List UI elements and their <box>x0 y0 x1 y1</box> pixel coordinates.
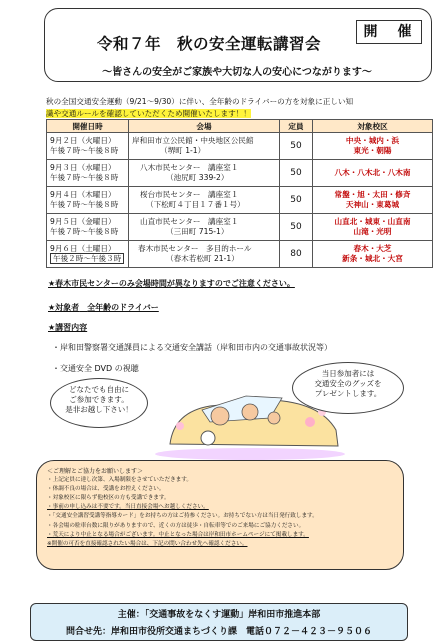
col-header-date: 開催日時 <box>47 120 129 133</box>
table-row <box>47 241 433 268</box>
col-header-venue: 会場 <box>129 120 280 133</box>
intro-line-2: 識や交通ルールを確認していただくため開催いたします！！ <box>46 109 251 118</box>
cell-venue <box>129 214 280 241</box>
school-line-1: 中央・城内・浜 <box>345 136 400 145</box>
cell-capacity: 50 <box>280 160 313 187</box>
venue-address: （春木若松町 21-1） <box>166 254 239 263</box>
cell-venue <box>129 241 280 268</box>
contents-item-lecture: ・岸和田警察署交通課員による交通安全講話（岸和田市内の交通事故状況等） <box>52 343 332 352</box>
venue-address: （三田町 715-1） <box>166 227 229 236</box>
cell-school <box>313 160 433 187</box>
cell-capacity: 50 <box>280 133 313 160</box>
note-item <box>47 503 393 512</box>
target-value: 全年齢のドライバー <box>87 303 159 312</box>
schedule-table <box>46 119 433 268</box>
cell-school <box>313 133 433 160</box>
page-subtitle: ～皆さんの安全がご家族や大切な人の安心につながります～ <box>102 67 372 78</box>
cell-time-boxed <box>50 254 125 264</box>
cell-date: 9月６日（土曜日） <box>50 244 116 253</box>
venue-address: （堺町 1-1） <box>160 146 206 155</box>
col-header-school: 対象校区 <box>313 120 433 133</box>
cell-date: 9月５日（金曜日） <box>50 217 116 226</box>
venue-time-notice <box>48 278 295 289</box>
bubble-right-line-1: 当日参加者には <box>321 369 375 378</box>
cell-venue <box>129 133 280 160</box>
school-line-1: 八木・八木北・八木南 <box>334 168 411 177</box>
col-header-capacity: 定員 <box>280 120 313 133</box>
venue-name: 桜台市民センター 講座室１ <box>140 190 239 199</box>
cell-time: 午後７時～午後８時 <box>50 173 119 182</box>
flower-icon <box>176 422 184 430</box>
steering-wheel <box>201 431 215 445</box>
cell-school <box>313 241 433 268</box>
table-header-row <box>47 120 433 133</box>
contents-heading <box>48 322 87 333</box>
table-row <box>47 214 433 241</box>
cell-datetime <box>47 214 129 241</box>
target-label: ★対象者 <box>48 303 80 312</box>
table-row <box>47 187 433 214</box>
note-item: ・各会場の駐車台数に限りがありますので、近くの方は徒歩・自転車等でのご来場にご協力ください。 <box>47 522 305 529</box>
venue-address: （池尻町 339-2） <box>166 173 229 182</box>
ground-shadow <box>155 448 345 460</box>
note-item: ・「交通安全講習受講等指導カード」をお持ちの方はご持参ください。お持ちでない方は当日発行致します。 <box>47 513 318 520</box>
cell-capacity: 50 <box>280 187 313 214</box>
cell-school <box>313 187 433 214</box>
bubble-right-line-2: 交通安全のグッズを <box>314 379 382 388</box>
venue-name: 八木市民センター 講座室１ <box>140 163 239 172</box>
note-item-text: ・荒天により中止となる場合がございます。中止となった場合は岸和田市ホームページにて掲載します。 <box>47 531 309 538</box>
bubble-left-line-3: 是非お越し下さい！ <box>65 405 133 414</box>
cell-date: 9月４日（木曜日） <box>50 190 116 199</box>
school-line-2: 天神山・東葛城 <box>345 200 400 209</box>
note-item <box>47 540 393 549</box>
cell-datetime <box>47 133 129 160</box>
contents-heading-text: ★講習内容 <box>48 323 88 332</box>
intro-text <box>46 96 432 120</box>
cell-school <box>313 214 433 241</box>
notes-box <box>36 460 404 570</box>
venue-name: 山直市民センター 講座室１ <box>140 217 239 226</box>
table-row <box>47 160 433 187</box>
note-item: ・体調不良の場合は、受講をお控えください。 <box>47 486 165 493</box>
school-line-2: 新条・城北・大宮 <box>342 254 403 263</box>
free-entry-bubble <box>50 378 148 428</box>
note-item: ・対象校区に限らず他校区の方も受講できます。 <box>47 495 170 502</box>
notes-heading: ＜ご理解とご協力をお願いします＞ <box>47 468 144 475</box>
bubble-right-line-3: プレゼントします。 <box>314 389 382 398</box>
cell-date: 9月３日（水曜日） <box>50 163 116 172</box>
page-title: 令和７年 秋の安全運転講習会 <box>96 35 321 53</box>
school-line-1: 常盤・旭・太田・修斉 <box>334 190 411 199</box>
driver-face <box>211 407 229 425</box>
cell-capacity: 80 <box>280 241 313 268</box>
cell-venue <box>129 160 280 187</box>
venue-name: 春木市民センター 多目的ホール <box>138 244 252 253</box>
cell-date: 9月２日（火曜日） <box>50 136 116 145</box>
note-item <box>47 531 393 540</box>
gift-bubble <box>292 362 404 414</box>
table-row <box>47 133 433 160</box>
target-audience <box>48 302 159 313</box>
contents-item-dvd: ・交通安全 DVD の視聴 <box>52 364 139 373</box>
school-line-1: 山直北・城東・山直南 <box>334 217 411 226</box>
venue-name: 岸和田市立公民館・中央地区公民館 <box>132 136 254 145</box>
cell-datetime <box>47 241 129 268</box>
cell-venue <box>129 187 280 214</box>
note-item: ・上記定員に達し次第、入場制限をさせていただきます。 <box>47 477 192 484</box>
venue-time-notice-text: ★春木市民センターのみ会場時間が異なりますのでご注意ください。 <box>48 279 295 288</box>
cell-time: 午後７時～午後８時 <box>50 146 119 155</box>
note-item-text: ※開催の可否を直接確認されたい場合は、下記の問い合わせ先へ確認ください。 <box>47 540 248 547</box>
cell-datetime <box>47 187 129 214</box>
child-face <box>268 412 280 424</box>
kaisai-badge: 開 催 <box>356 20 422 44</box>
venue-address: （下松町４丁目１７番１号） <box>146 200 245 209</box>
cell-time: 午後７時～午後８時 <box>50 227 119 236</box>
note-item-text: ・事前の申し込みは不要です。当日直接会場へお越しください。 <box>47 504 209 511</box>
intro-line-1: 秋の全国交通安全運動（9/21～9/30）に伴い、全年齢のドライバーの方を対象に正しい知 <box>46 97 354 106</box>
passenger-face <box>242 404 258 420</box>
cell-capacity: 50 <box>280 214 313 241</box>
cell-time: 午後２時～午後３時 <box>50 253 124 264</box>
bubble-left-line-1: どなたでも自由に <box>69 385 129 394</box>
school-line-1: 春木・大芝 <box>353 244 392 253</box>
cell-datetime <box>47 160 129 187</box>
school-line-2: 東光・朝陽 <box>353 146 392 155</box>
bubble-left-line-2: ご参加できます。 <box>69 395 129 404</box>
cell-time: 午後７時～午後８時 <box>50 200 119 209</box>
school-line-2: 山滝・光明 <box>353 227 392 236</box>
flower-icon <box>305 417 315 427</box>
footer-contact: 問合せ先：岸和田市役所交通まちづくり課 電話０７２－４２３－９５０６ <box>66 627 372 637</box>
footer-organizer: 主催：「交通事故をなくす運動」岸和田市推進本部 <box>117 610 321 620</box>
